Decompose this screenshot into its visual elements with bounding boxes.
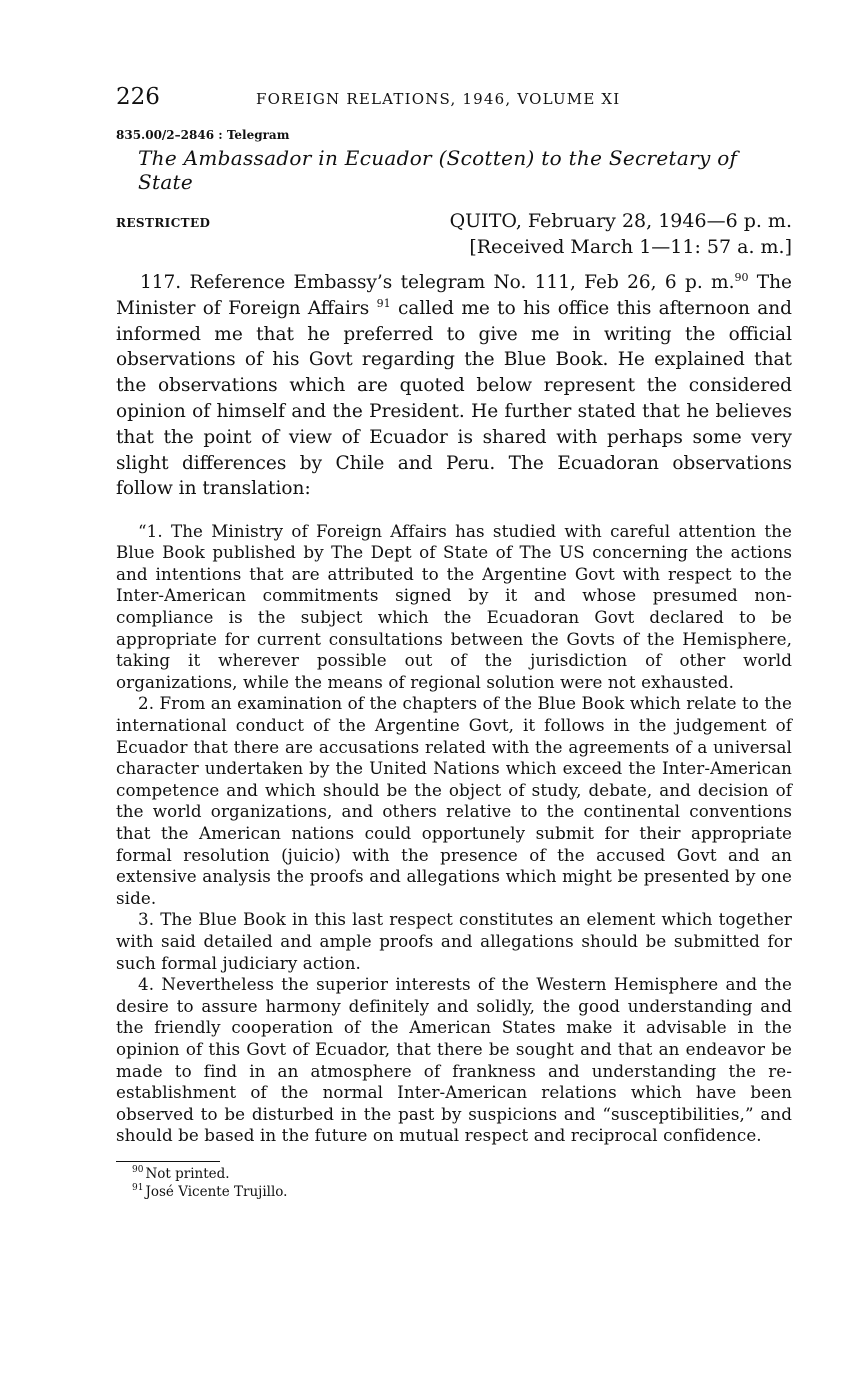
received-line: [Received March 1—11: 57 a. m.] bbox=[469, 236, 792, 258]
footnote-90 bbox=[132, 1165, 792, 1183]
footnote-text: José Vicente Trujillo. bbox=[145, 1183, 288, 1200]
document-page bbox=[116, 84, 792, 1201]
footnote-mark: 90 bbox=[132, 1165, 144, 1176]
quote-paragraph-1: “1. The Ministry of Foreign Affairs has studied with careful attention the Blue Book published by The Dept of State of The US concerning the actions and intentions that are attributed to the Argentine Govt with respect to the Inter-American commitments signed by it and whose presumed non-compliance is the subject which the Ecuadoran Govt declared to be appropriate for current consultations between the Govts of the Hemisphere, taking it wherever possible out of the jurisdiction of other world organizations, while the means of regional solution were not exhausted. bbox=[116, 520, 792, 692]
footnote-mark: 91 bbox=[132, 1183, 144, 1194]
quote-paragraph-3: 3. The Blue Book in this last respect constitutes an element which together with said detailed and ample proofs and allegations should be submitted for such formal judiciary action. bbox=[116, 909, 792, 973]
running-head bbox=[116, 84, 792, 116]
file-reference: 835.00/2–2846 : Telegram bbox=[116, 128, 290, 142]
footnote-divider bbox=[116, 1161, 220, 1162]
telegram-meta bbox=[116, 210, 792, 262]
place-date-line: QUITO, February 28, 1946—6 p. m. bbox=[449, 210, 792, 232]
classification-label: RESTRICTED bbox=[116, 216, 211, 230]
footnote-ref-90: 90 bbox=[734, 270, 749, 284]
document-title: The Ambassador in Ecuador (Scotten) to the Secretary of State bbox=[138, 146, 738, 194]
footnote-text: Not printed. bbox=[145, 1165, 230, 1182]
footnote-91 bbox=[132, 1183, 792, 1201]
footnote-ref-91: 91 bbox=[376, 296, 391, 310]
quote-paragraph-4: 4. Nevertheless the superior interests of the Western Hemisphere and the desire to assure harmony definitely and solidly, the good understanding and the friendly cooperation of the American States make it advisable in the opinion of this Govt of Ecuador, that there be sought and that an endeavor be made to find in an atmosphere of frankness and understanding the re-establishment of the normal Inter-American relations which have been observed to be disturbed in the past by suspicions and “susceptibilities,” and should be based in the future on mutual respect and reciprocal confidence. bbox=[116, 974, 792, 1146]
page-number: 226 bbox=[116, 84, 160, 110]
intro-paragraph bbox=[116, 270, 792, 502]
running-title: FOREIGN RELATIONS, 1946, VOLUME XI bbox=[256, 90, 621, 108]
intro-text-mid: The Minister of Foreign Affairs bbox=[116, 272, 792, 319]
intro-text-start: 117. Reference Embassy’s telegram No. 111, Feb 26, 6 p. m. bbox=[140, 272, 735, 293]
quote-paragraph-2: 2. From an examination of the chapters of the Blue Book which relate to the international conduct of the Argentine Govt, it follows in the judgement of Ecuador that there are accusations related with the agreements of a universal character undertaken by the United Nations which exceed the Inter-American competence and which should be the object of study, debate, and decision of the world organizations, and others relative to the continental conventions that the American nations could opportunely submit for their appropriate formal resolution (juicio) with the presence of the accused Govt and an extensive analysis the proofs and allegations which might be presented by one side. bbox=[116, 693, 792, 908]
intro-text-end: called me to his office this afternoon and informed me that he preferred to give me in writing the official observations of his Govt regarding the Blue Book. He explained that the observations which are quoted below represent the considered opinion of himself and the President. He further stated that he believes that the point of view of Ecuador is shared with perhaps some very slight differences by Chile and Peru. The Ecuadoran observations follow in translation: bbox=[116, 297, 792, 500]
